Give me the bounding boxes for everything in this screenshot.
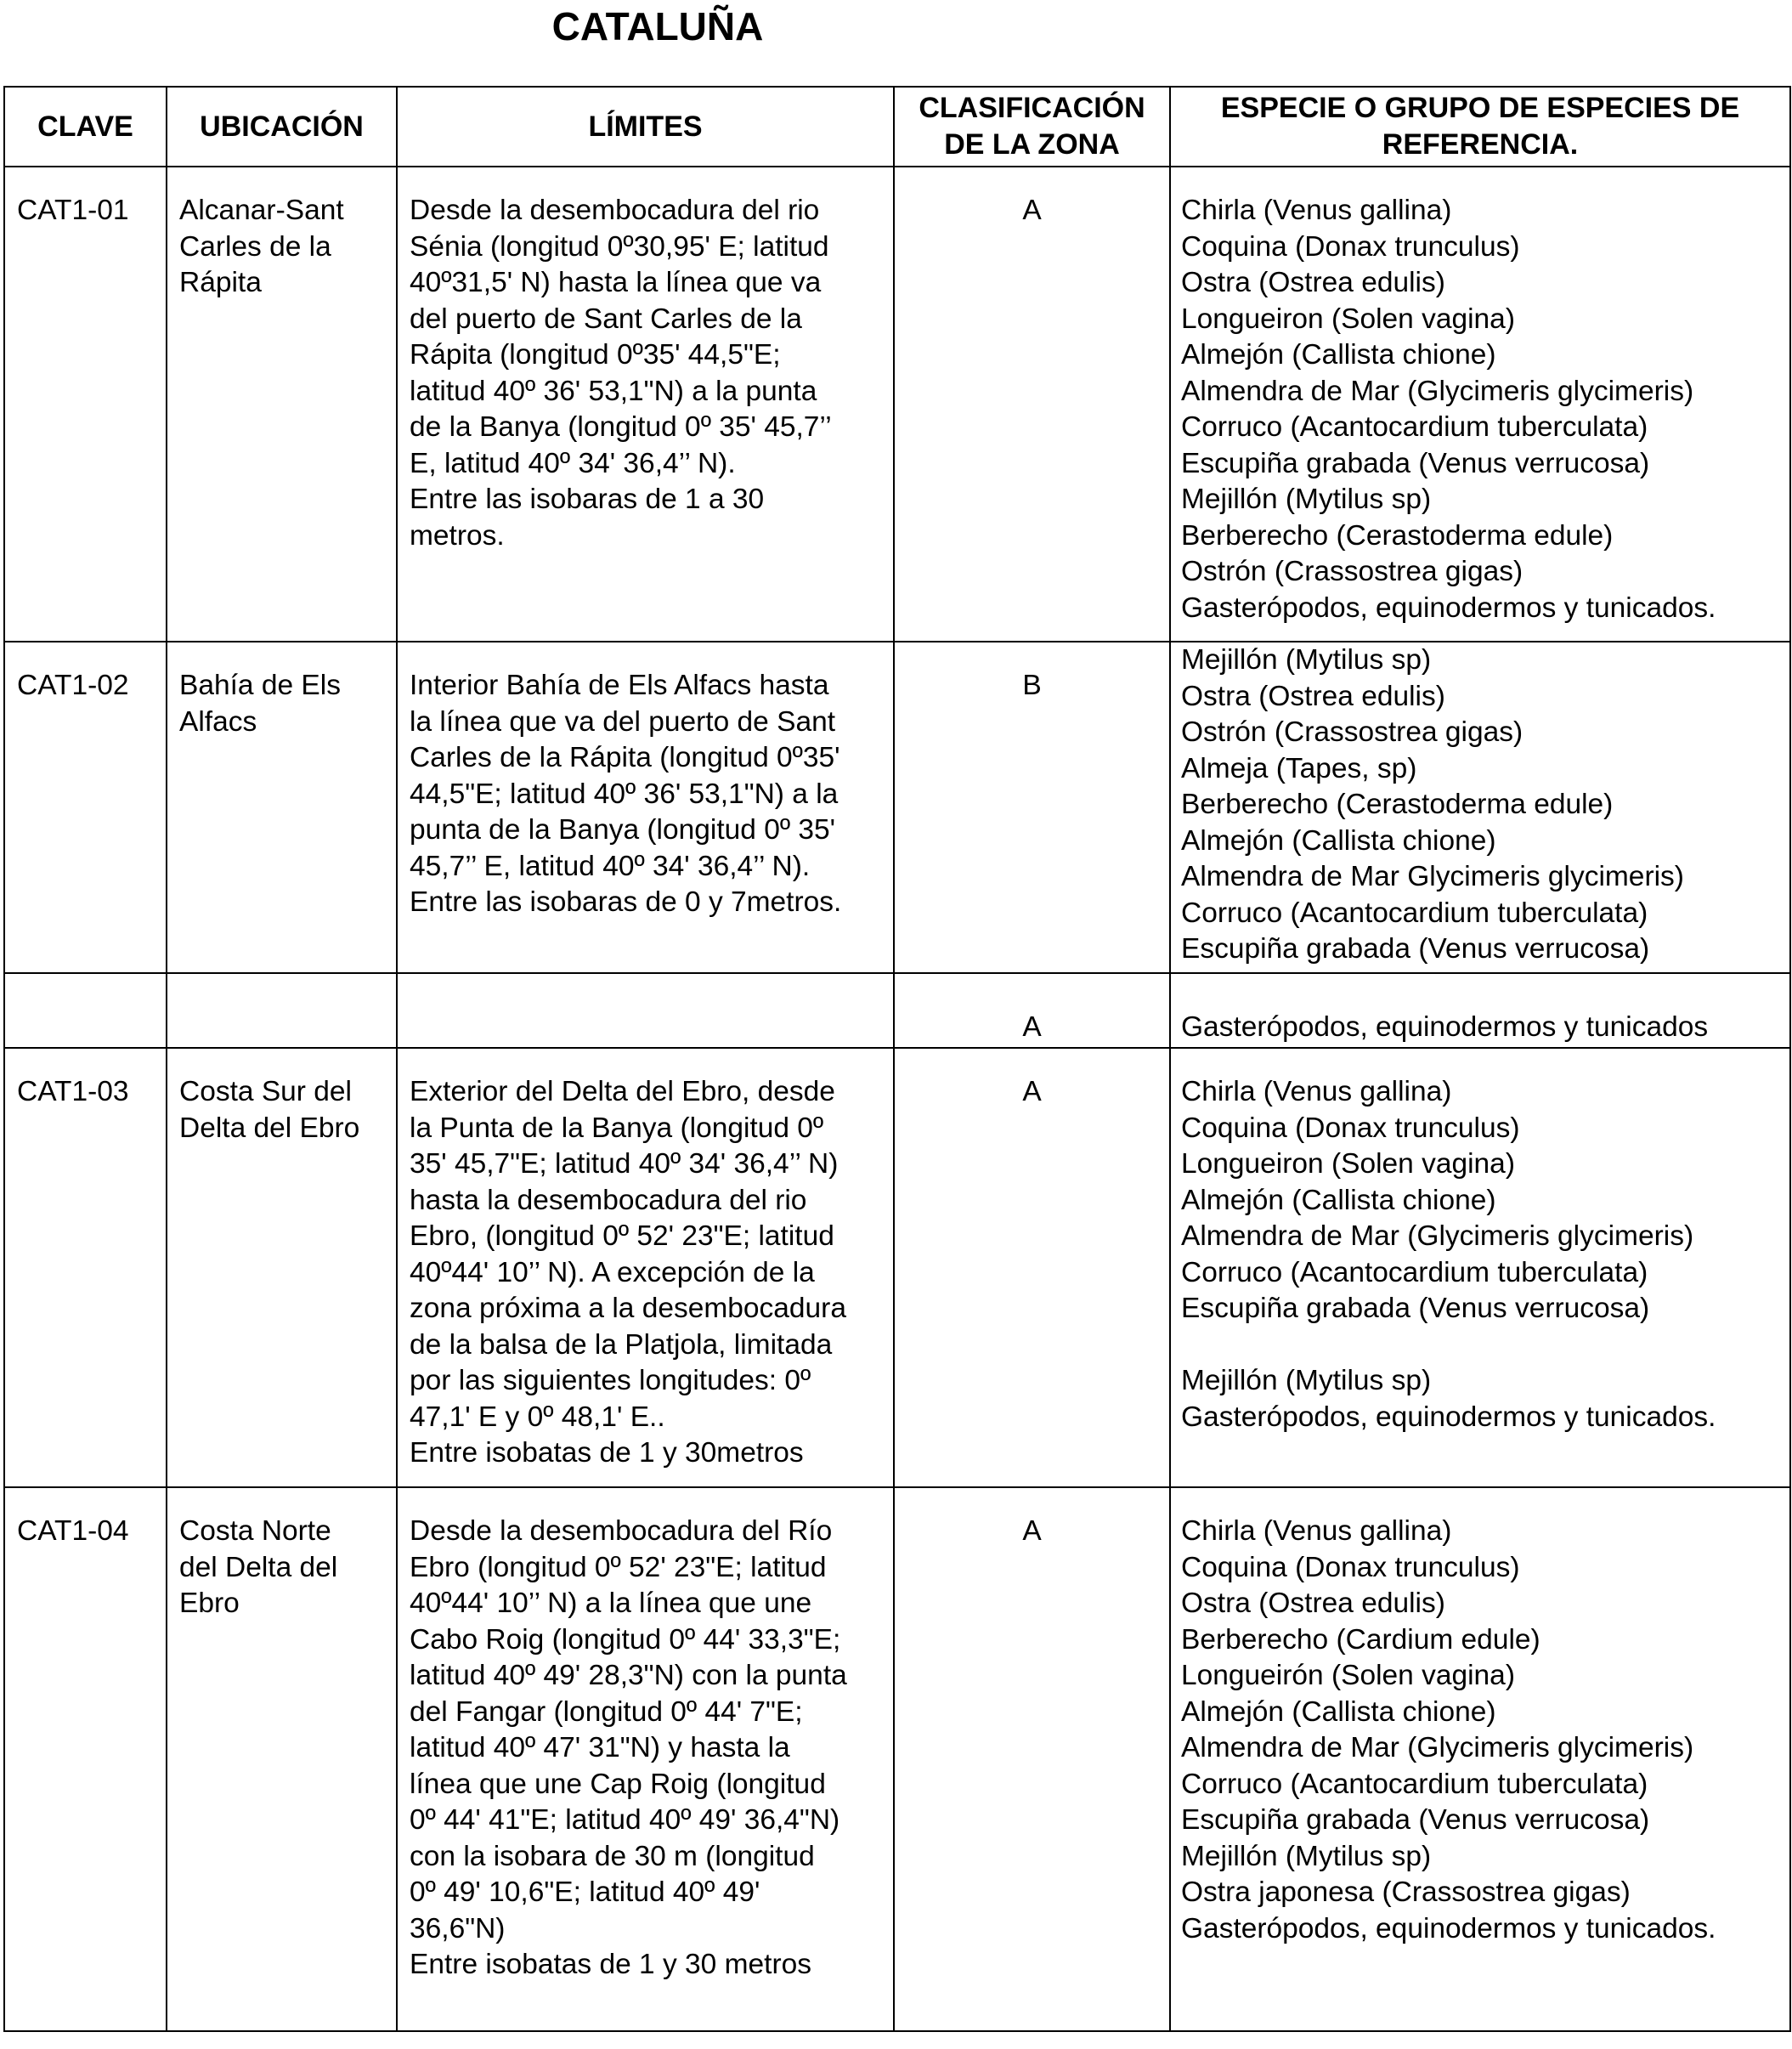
header-clave: CLAVE — [4, 87, 167, 167]
cell-clave — [4, 973, 167, 1048]
cell-clave: CAT1-04 — [4, 1487, 167, 2031]
zones-table — [3, 86, 1791, 2032]
cell-limites: Exterior del Delta del Ebro, desde la Punta de la Banya (longitud 0º 35' 45,7"E; latitud 40º 34' 36,4’’ N) hasta la desembocadura del rio Ebro, (longitud 0º 52' 23"E; latitud 40º44' 10’’ N). A excepción de la zona próxima a la desembocadura de la balsa de la Platjola, limitada por las siguientes longitudes: 0º 47,1' E y 0º 48,1' E.. Entre isobatas de 1 y 30metros — [397, 1048, 894, 1487]
cell-especies: Mejillón (Mytilus sp) Ostra (Ostrea edulis) Ostrón (Crassostrea gigas) Almeja (Tapes, sp) Berberecho (Cerastoderma edule) Almejón (Callista chione) Almendra de Mar Glycimeris glycimeris) Corruco (Acantocardium tuberculata) Escupiña grabada (Venus verrucosa) — [1170, 642, 1790, 973]
cell-especies: Chirla (Venus gallina) Coquina (Donax trunculus) Ostra (Ostrea edulis) Longueiron (Solen vagina) Almejón (Callista chione) Almendra de Mar (Glycimeris glycimeris) Corruco (Acantocardium tuberculata) Escupiña grabada (Venus verrucosa) Mejillón (Mytilus sp) Berberecho (Cerastoderma edule) Ostrón (Crassostrea gigas) Gasterópodos, equinodermos y tunicados. — [1170, 167, 1790, 642]
table-row — [4, 167, 1790, 642]
cell-limites: Interior Bahía de Els Alfacs hasta la línea que va del puerto de Sant Carles de la Rápita (longitud 0º35' 44,5"E; latitud 40º 36' 53,1"N) a la punta de la Banya (longitud 0º 35' 45,7’’ E, latitud 40º 34' 36,4’’ N). Entre las isobaras de 0 y 7metros. — [397, 642, 894, 973]
header-clasificacion: CLASIFICACIÓN DE LA ZONA — [894, 87, 1170, 167]
cell-especies: Chirla (Venus gallina) Coquina (Donax trunculus) Ostra (Ostrea edulis) Berberecho (Cardium edule) Longueirón (Solen vagina) Almejón (Callista chione) Almendra de Mar (Glycimeris glycimeris) Corruco (Acantocardium tuberculata) Escupiña grabada (Venus verrucosa) Mejillón (Mytilus sp) Ostra japonesa (Crassostrea gigas) Gasterópodos, equinodermos y tunicados. — [1170, 1487, 1790, 2031]
cell-limites: Desde la desembocadura del rio Sénia (longitud 0º30,95' E; latitud 40º31,5' N) hasta la línea que va del puerto de Sant Carles de la Rápita (longitud 0º35' 44,5"E; latitud 40º 36' 53,1"N) a la punta de la Banya (longitud 0º 35' 45,7’’ E, latitud 40º 34' 36,4’’ N). Entre las isobaras de 1 a 30 metros. — [397, 167, 894, 642]
cell-clasificacion: A — [894, 167, 1170, 642]
cell-especies: Chirla (Venus gallina) Coquina (Donax trunculus) Longueiron (Solen vagina) Almejón (Callista chione) Almendra de Mar (Glycimeris glycimeris) Corruco (Acantocardium tuberculata) Escupiña grabada (Venus verrucosa) Mejillón (Mytilus sp) Gasterópodos, equinodermos y tunicados. — [1170, 1048, 1790, 1487]
cell-ubicacion: Costa Norte del Delta del Ebro — [167, 1487, 397, 2031]
table-row — [4, 1487, 1790, 2031]
cell-ubicacion: Alcanar-Sant Carles de la Rápita — [167, 167, 397, 642]
table-row — [4, 642, 1790, 973]
cell-clasificacion: A — [894, 973, 1170, 1048]
cell-clasificacion: A — [894, 1487, 1170, 2031]
cell-clasificacion: A — [894, 1048, 1170, 1487]
cell-especies: Gasterópodos, equinodermos y tunicados — [1170, 973, 1790, 1048]
header-row — [4, 87, 1790, 167]
header-limites: LÍMITES — [397, 87, 894, 167]
cell-clave: CAT1-03 — [4, 1048, 167, 1487]
cell-limites: Desde la desembocadura del Río Ebro (longitud 0º 52' 23"E; latitud 40º44' 10’’ N) a la línea que une Cabo Roig (longitud 0º 44' 33,3"E; latitud 40º 49' 28,3"N) con la punta del Fangar (longitud 0º 44' 7"E; latitud 40º 47' 31"N) y hasta la línea que une Cap Roig (longitud 0º 44' 41"E; latitud 40º 49' 36,4"N) con la isobara de 30 m (longitud 0º 49' 10,6"E; latitud 40º 49' 36,6"N) Entre isobatas de 1 y 30 metros — [397, 1487, 894, 2031]
table-row — [4, 973, 1790, 1048]
page-title: CATALUÑA — [551, 4, 764, 48]
header-especie: ESPECIE O GRUPO DE ESPECIES DE REFERENCIA. — [1170, 87, 1790, 167]
cell-ubicacion — [167, 973, 397, 1048]
cell-ubicacion: Costa Sur del Delta del Ebro — [167, 1048, 397, 1487]
cell-ubicacion: Bahía de Els Alfacs — [167, 642, 397, 973]
cell-clave: CAT1-01 — [4, 167, 167, 642]
cell-limites — [397, 973, 894, 1048]
table-row — [4, 1048, 1790, 1487]
header-ubicacion: UBICACIÓN — [167, 87, 397, 167]
cell-clasificacion: B — [894, 642, 1170, 973]
cell-clave: CAT1-02 — [4, 642, 167, 973]
